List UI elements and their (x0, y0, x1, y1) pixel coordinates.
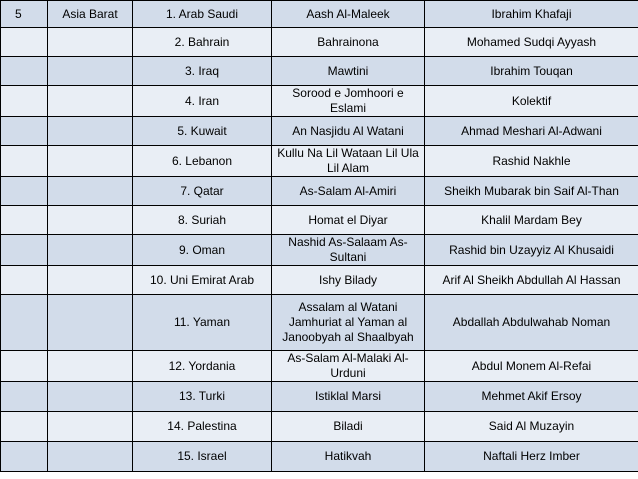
region-cell (48, 117, 133, 146)
region-cell (48, 351, 133, 382)
row-number-cell (1, 177, 48, 206)
table-row (1, 86, 638, 117)
table-row (1, 146, 638, 177)
country-cell: 9. Oman (133, 235, 272, 266)
anthem-title-cell: As-Salam Al-Malaki Al-Urduni (272, 351, 425, 382)
anthem-title-cell: Assalam al Watani Jamhuriat al Yaman al Janoobyah al Shaalbyah (272, 295, 425, 351)
table-row (1, 295, 638, 351)
composer-cell: Kolektif (425, 86, 638, 117)
composer-cell: Arif Al Sheikh Abdullah Al Hassan (425, 266, 638, 295)
composer-cell: Abdallah Abdulwahab Noman (425, 295, 638, 351)
region-cell (48, 295, 133, 351)
anthem-title-cell: Hatikvah (272, 442, 425, 472)
country-cell: 10. Uni Emirat Arab (133, 266, 272, 295)
table-row (1, 382, 638, 412)
table-row (1, 206, 638, 235)
anthem-title-cell: Mawtini (272, 57, 425, 86)
country-cell: 3. Iraq (133, 57, 272, 86)
anthem-title-cell: Istiklal Marsi (272, 382, 425, 412)
composer-cell: Khalil Mardam Bey (425, 206, 638, 235)
composer-cell: Ahmad Meshari Al-Adwani (425, 117, 638, 146)
table-row (1, 117, 638, 146)
row-number-cell (1, 206, 48, 235)
anthem-title-cell: Kullu Na Lil Wataan Lil Ula Lil Alam (272, 146, 425, 177)
row-number-cell (1, 86, 48, 117)
region-cell (48, 266, 133, 295)
table-row (1, 266, 638, 295)
composer-cell: Naftali Herz Imber (425, 442, 638, 472)
row-number-cell (1, 442, 48, 472)
composer-cell: Rashid Nakhle (425, 146, 638, 177)
region-cell (48, 382, 133, 412)
composer-cell: Ibrahim Khafaji (425, 1, 638, 28)
anthem-title-cell: Aash Al-Maleek (272, 1, 425, 28)
row-number-cell (1, 412, 48, 442)
region-cell: Asia Barat (48, 1, 133, 28)
region-cell (48, 86, 133, 117)
table-body (1, 1, 638, 472)
country-cell: 12. Yordania (133, 351, 272, 382)
country-cell: 2. Bahrain (133, 28, 272, 57)
composer-cell: Ibrahim Touqan (425, 57, 638, 86)
table-row (1, 57, 638, 86)
table-row (1, 412, 638, 442)
region-cell (48, 442, 133, 472)
anthem-title-cell: Biladi (272, 412, 425, 442)
anthem-title-cell: Sorood e Jomhoori e Eslami (272, 86, 425, 117)
region-cell (48, 57, 133, 86)
row-number-cell (1, 57, 48, 86)
region-cell (48, 177, 133, 206)
composer-cell: Mohamed Sudqi Ayyash (425, 28, 638, 57)
composer-cell: Abdul Monem Al-Refai (425, 351, 638, 382)
country-cell: 5. Kuwait (133, 117, 272, 146)
region-cell (48, 146, 133, 177)
anthem-title-cell: An Nasjidu Al Watani (272, 117, 425, 146)
table-row (1, 442, 638, 472)
region-cell (48, 206, 133, 235)
anthem-title-cell: Bahrainona (272, 28, 425, 57)
row-number-cell (1, 117, 48, 146)
anthem-title-cell: As-Salam Al-Amiri (272, 177, 425, 206)
region-cell (48, 28, 133, 57)
anthem-title-cell: Nashid As-Salaam As-Sultani (272, 235, 425, 266)
composer-cell: Rashid bin Uzayyiz Al Khusaidi (425, 235, 638, 266)
table-row (1, 28, 638, 57)
table-row (1, 1, 638, 28)
country-cell: 13. Turki (133, 382, 272, 412)
table-row (1, 235, 638, 266)
country-cell: 14. Palestina (133, 412, 272, 442)
row-number-cell (1, 28, 48, 57)
composer-cell: Mehmet Akif Ersoy (425, 382, 638, 412)
row-number-cell (1, 146, 48, 177)
row-number-cell (1, 382, 48, 412)
country-cell: 11. Yaman (133, 295, 272, 351)
row-number-cell: 5 (1, 1, 48, 28)
country-cell: 6. Lebanon (133, 146, 272, 177)
region-cell (48, 235, 133, 266)
country-cell: 4. Iran (133, 86, 272, 117)
country-cell: 1. Arab Saudi (133, 1, 272, 28)
anthem-title-cell: Ishy Bilady (272, 266, 425, 295)
country-cell: 15. Israel (133, 442, 272, 472)
table-row (1, 351, 638, 382)
country-cell: 7. Qatar (133, 177, 272, 206)
composer-cell: Said Al Muzayin (425, 412, 638, 442)
composer-cell: Sheikh Mubarak bin Saif Al-Than (425, 177, 638, 206)
row-number-cell (1, 266, 48, 295)
table-row (1, 177, 638, 206)
row-number-cell (1, 295, 48, 351)
row-number-cell (1, 235, 48, 266)
region-cell (48, 412, 133, 442)
row-number-cell (1, 351, 48, 382)
country-cell: 8. Suriah (133, 206, 272, 235)
anthem-title-cell: Homat el Diyar (272, 206, 425, 235)
